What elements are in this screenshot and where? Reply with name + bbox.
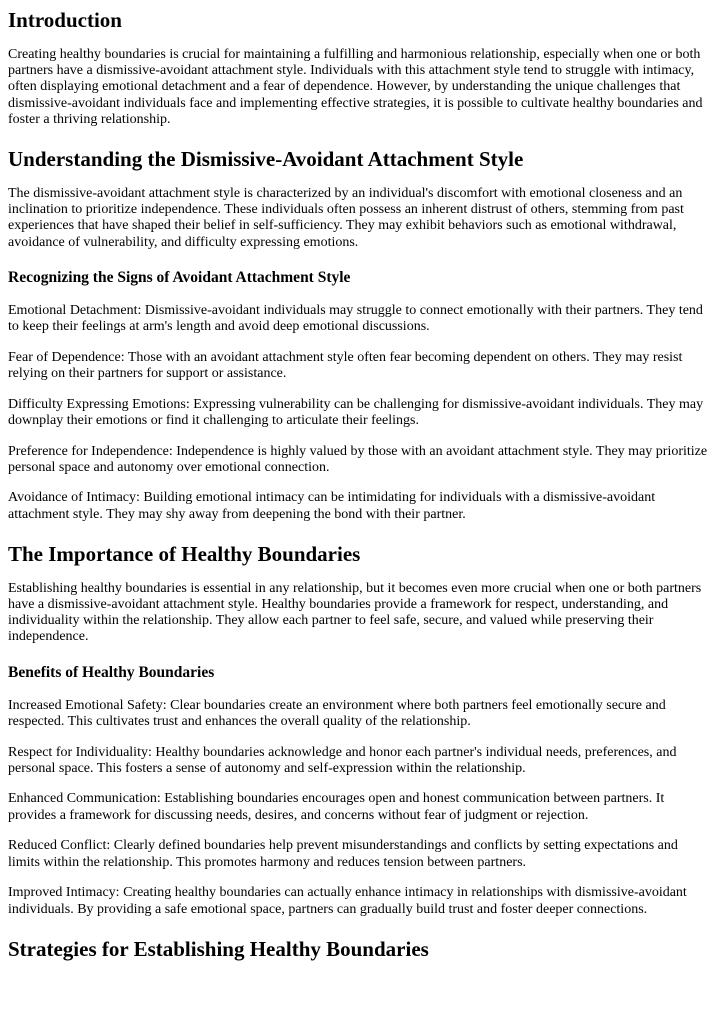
heading-importance-of-boundaries: The Importance of Healthy Boundaries xyxy=(8,541,361,566)
heading-strategies: Strategies for Establishing Healthy Boundaries xyxy=(8,936,429,961)
paragraph: Avoidance of Intimacy: Building emotional intimacy can be intimidating for individuals with a dismissive-avoidant attachment style. They may shy away from deepening the bond with their partner. xyxy=(8,490,656,522)
subheading-benefits: Benefits of Healthy Boundaries xyxy=(8,663,215,681)
paragraph: Preference for Independence: Independence is highly valued by those with an avoidant attachment style. They may prioritize personal space and autonomy over emotional connection. xyxy=(8,443,708,475)
paragraph: Fear of Dependence: Those with an avoidant attachment style often fear becoming dependent on others. They may resist relying on their partners for support or assistance. xyxy=(8,349,683,381)
paragraph: Emotional Detachment: Dismissive-avoidant individuals may struggle to connect emotionally with their partners. They tend to keep their feelings at arm's length and avoid deep emotional discussions. xyxy=(8,302,703,335)
paragraph: Improved Intimacy: Creating healthy boundaries can actually enhance intimacy in relationships with dismissive-avoidant individuals. By providing a safe emotional space, partners can gradually build trust and foster deeper connections. xyxy=(8,885,687,917)
heading-introduction: Introduction xyxy=(8,8,122,32)
subheading-recognizing-signs: Recognizing the Signs of Avoidant Attachment Style xyxy=(8,268,351,286)
paragraph: Increased Emotional Safety: Clear boundaries create an environment where both partners feel emotionally secure and respected. This cultivates trust and enhances the overall quality of the relationship. xyxy=(8,697,666,729)
paragraph: Difficulty Expressing Emotions: Expressing vulnerability can be challenging for dismissive-avoidant individuals. They may downplay their emotions or find it challenging to articulate their feelings. xyxy=(8,396,704,428)
paragraph: The dismissive-avoidant attachment style is characterized by an individual's discomfort with emotional closeness and an inclination to prioritize independence. These individuals often possess an inherent distrust of others, stemming from past experiences that have shaped their belief in self-sufficiency. They may exhibit behaviors such as emotional withdrawal, avoidance of vulnerability, and difficulty expressing emotions. xyxy=(8,186,684,250)
article xyxy=(0,8,712,961)
paragraph: Creating healthy boundaries is crucial for maintaining a fulfilling and harmonious relationship, especially when one or both partners have a dismissive-avoidant attachment style. Individuals with this attachment style tend to struggle with intimacy, often displaying emotional detachment and a fear of dependence. However, by understanding the unique challenges that dismissive-avoidant individuals face and implementing effective strategies, it is possible to cultivate healthy boundaries and foster a thriving relationship. xyxy=(8,47,703,127)
paragraph: Enhanced Communication: Establishing boundaries encourages open and honest communication between partners. It provides a framework for discussing needs, desires, and concerns without fear of judgment or rejection. xyxy=(8,791,665,823)
paragraph: Respect for Individuality: Healthy boundaries acknowledge and honor each partner's individual needs, preferences, and personal space. This fosters a sense of autonomy and self-expression within the relationship. xyxy=(8,744,677,776)
heading-understanding-attachment-style: Understanding the Dismissive-Avoidant Attachment Style xyxy=(8,147,524,172)
paragraph: Reduced Conflict: Clearly defined boundaries help prevent misunderstandings and conflicts by setting expectations and limits within the relationship. This promotes harmony and reduces tension between partners. xyxy=(8,838,678,870)
paragraph: Establishing healthy boundaries is essential in any relationship, but it becomes even more crucial when one or both partners have a dismissive-avoidant attachment style. Healthy boundaries provide a framework for respect, understanding, and individuality within the relationship. They allow each partner to feel safe, secure, and valued while preserving their independence. xyxy=(8,580,702,645)
